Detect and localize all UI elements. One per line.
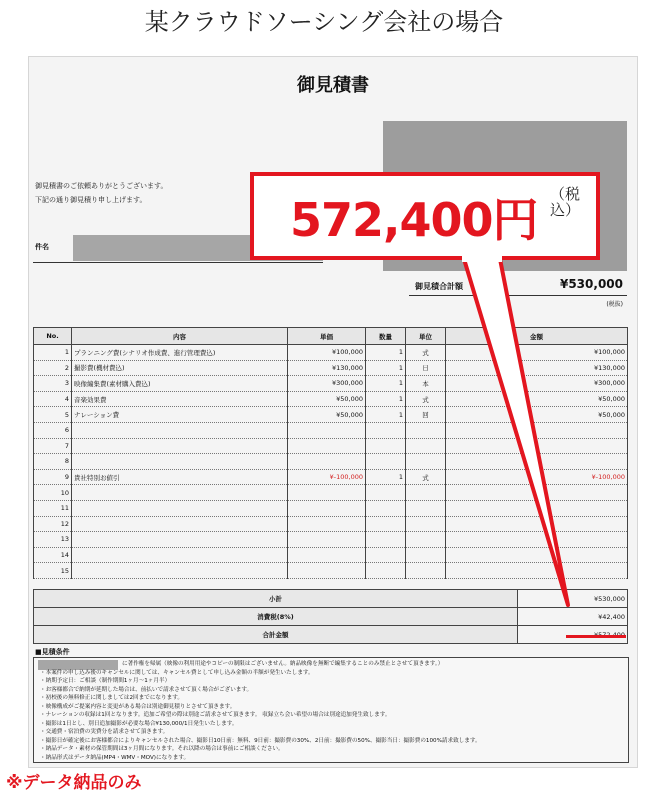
greeting-line-2: 下記の通り御見積り申し上げます。 <box>35 196 147 204</box>
row-no: 13 <box>34 532 72 548</box>
row-quantity: 1 <box>366 391 406 407</box>
callout-tax-note: （税込） <box>550 185 581 219</box>
condition-line: ・納品形式はデータ納品(MP4・WMV・MOV)になります。 <box>40 754 190 761</box>
tax-included-callout <box>250 172 600 260</box>
condition-line: ・交通費・宿泊費の実費分を請求させて頂きます。 <box>40 729 169 735</box>
greeting-line-1: 御見積書のご依頼ありがとうございます。 <box>35 182 168 190</box>
page-heading: 某クラウドソーシング会社の場合 <box>144 8 504 36</box>
condition-line: ・本案件の申し込み後のキャンセルに関しては、キャンセル費として申し込み金額の半額が発生いたします。 <box>40 669 314 676</box>
condition-line: ・納品データ・素材の保管期間は3ヶ月間になります。それ以降の場合は事前にご相談ください。 <box>40 746 284 752</box>
row-quantity: 1 <box>366 407 406 423</box>
subtotal-label: 小計 <box>34 590 518 608</box>
footnote: ※データ納品のみ <box>6 773 142 793</box>
estimate-total-label: 御見積合計額 <box>415 282 463 291</box>
row-no: 8 <box>34 454 72 470</box>
grand-total-underline <box>566 635 626 638</box>
row-no: 2 <box>34 360 72 376</box>
document-title: 御見積書 <box>297 75 369 96</box>
row-description: 貴社特別お値引 <box>72 469 288 485</box>
header-quantity: 数量 <box>366 328 406 345</box>
condition-line: ・初校後の無料修正に関しましては2回までになります。 <box>40 695 183 701</box>
condition-line: ・お客様都合で納期が延期した場合は、前払いで請求させて頂く場合がございます。 <box>40 686 253 693</box>
row-no: 9 <box>34 469 72 485</box>
row-no: 6 <box>34 422 72 438</box>
callout-amount: 572,400円 <box>290 193 538 247</box>
row-amount: ¥300,000 <box>446 376 628 392</box>
row-amount: ¥100,000 <box>446 345 628 361</box>
callout-joint <box>462 254 502 262</box>
row-amount: ¥130,000 <box>446 360 628 376</box>
row-description: ナレーション費 <box>72 407 288 423</box>
row-unit-price: ¥300,000 <box>288 376 366 392</box>
tax-value: ¥42,400 <box>518 608 628 626</box>
row-description: 映像編集費(素材購入費込) <box>72 376 288 392</box>
condition-line: ・ナレーションの収録は1回となります。追加ご希望の際は別途ご請求させて頂きます。 収録立ち会い希望の場合は別途追加発生致します。 <box>40 712 391 718</box>
row-amount: ¥50,000 <box>446 391 628 407</box>
row-no: 10 <box>34 485 72 501</box>
row-unit-price: ¥50,000 <box>288 391 366 407</box>
row-unit-price: ¥50,000 <box>288 407 366 423</box>
row-no: 5 <box>34 407 72 423</box>
row-unit: 回 <box>406 407 446 423</box>
header-unit-price: 単価 <box>288 328 366 345</box>
row-no: 15 <box>34 563 72 579</box>
row-description: プランニング費(シナリオ作成費、進行管理費込) <box>72 345 288 361</box>
row-quantity: 1 <box>366 345 406 361</box>
estimate-total-value: ¥530,000 <box>559 277 623 291</box>
row-unit-price: ¥130,000 <box>288 360 366 376</box>
row-unit: 日 <box>406 360 446 376</box>
row-unit: 本 <box>406 376 446 392</box>
row-quantity: 1 <box>366 376 406 392</box>
estimate-total-note: (税抜) <box>606 301 623 308</box>
row-no: 7 <box>34 438 72 454</box>
row-unit-price: ¥-100,000 <box>288 469 366 485</box>
condition-line: ・撮影は1日とし、別日追加撮影が必要な場合¥130,000/1日発生いたします。 <box>40 720 238 727</box>
row-quantity: 1 <box>366 469 406 485</box>
row-amount: ¥-100,000 <box>446 469 628 485</box>
header-no: No. <box>34 328 72 345</box>
row-unit-price: ¥100,000 <box>288 345 366 361</box>
row-description: 撮影費(機材費込) <box>72 360 288 376</box>
row-no: 1 <box>34 345 72 361</box>
row-unit: 式 <box>406 391 446 407</box>
header-amount: 金額 <box>446 328 628 345</box>
row-no: 3 <box>34 376 72 392</box>
row-no: 4 <box>34 391 72 407</box>
conditions-title: ■見積条件 <box>35 648 70 656</box>
row-no: 14 <box>34 547 72 563</box>
row-unit: 式 <box>406 469 446 485</box>
condition-line: ・撮影日が確定後にお客様都合によりキャンセルされた場合、撮影日10日前：無料、9日前：撮影費の30%、2日前：撮影費の50%、撮影当日：撮影費の100%請求致します。 <box>40 737 481 744</box>
condition-line: ・納期予定日：ご相談（制作期間1ヶ月〜1ヶ月半） <box>40 678 171 684</box>
condition-line: に著作権を帰属（映像の利用用途やコピーの制限はございません。納品映像を無断で編集することのみ禁止とさせて頂きます。） <box>122 661 444 667</box>
row-no: 12 <box>34 516 72 532</box>
header-description: 内容 <box>72 328 288 345</box>
row-description: 音楽効果費 <box>72 391 288 407</box>
row-quantity: 1 <box>366 360 406 376</box>
header-unit: 単位 <box>406 328 446 345</box>
row-unit: 式 <box>406 345 446 361</box>
condition-line: ・映像構成がご提案内容と変更がある場合は別途御見積りとさせて頂きます。 <box>40 703 236 710</box>
grand-total-label: 合計金額 <box>34 626 518 644</box>
tax-label: 消費税(8%) <box>34 608 518 626</box>
row-amount: ¥50,000 <box>446 407 628 423</box>
row-no: 11 <box>34 500 72 516</box>
subject-label: 件名 <box>35 243 49 251</box>
subtotal-value: ¥530,000 <box>518 590 628 608</box>
